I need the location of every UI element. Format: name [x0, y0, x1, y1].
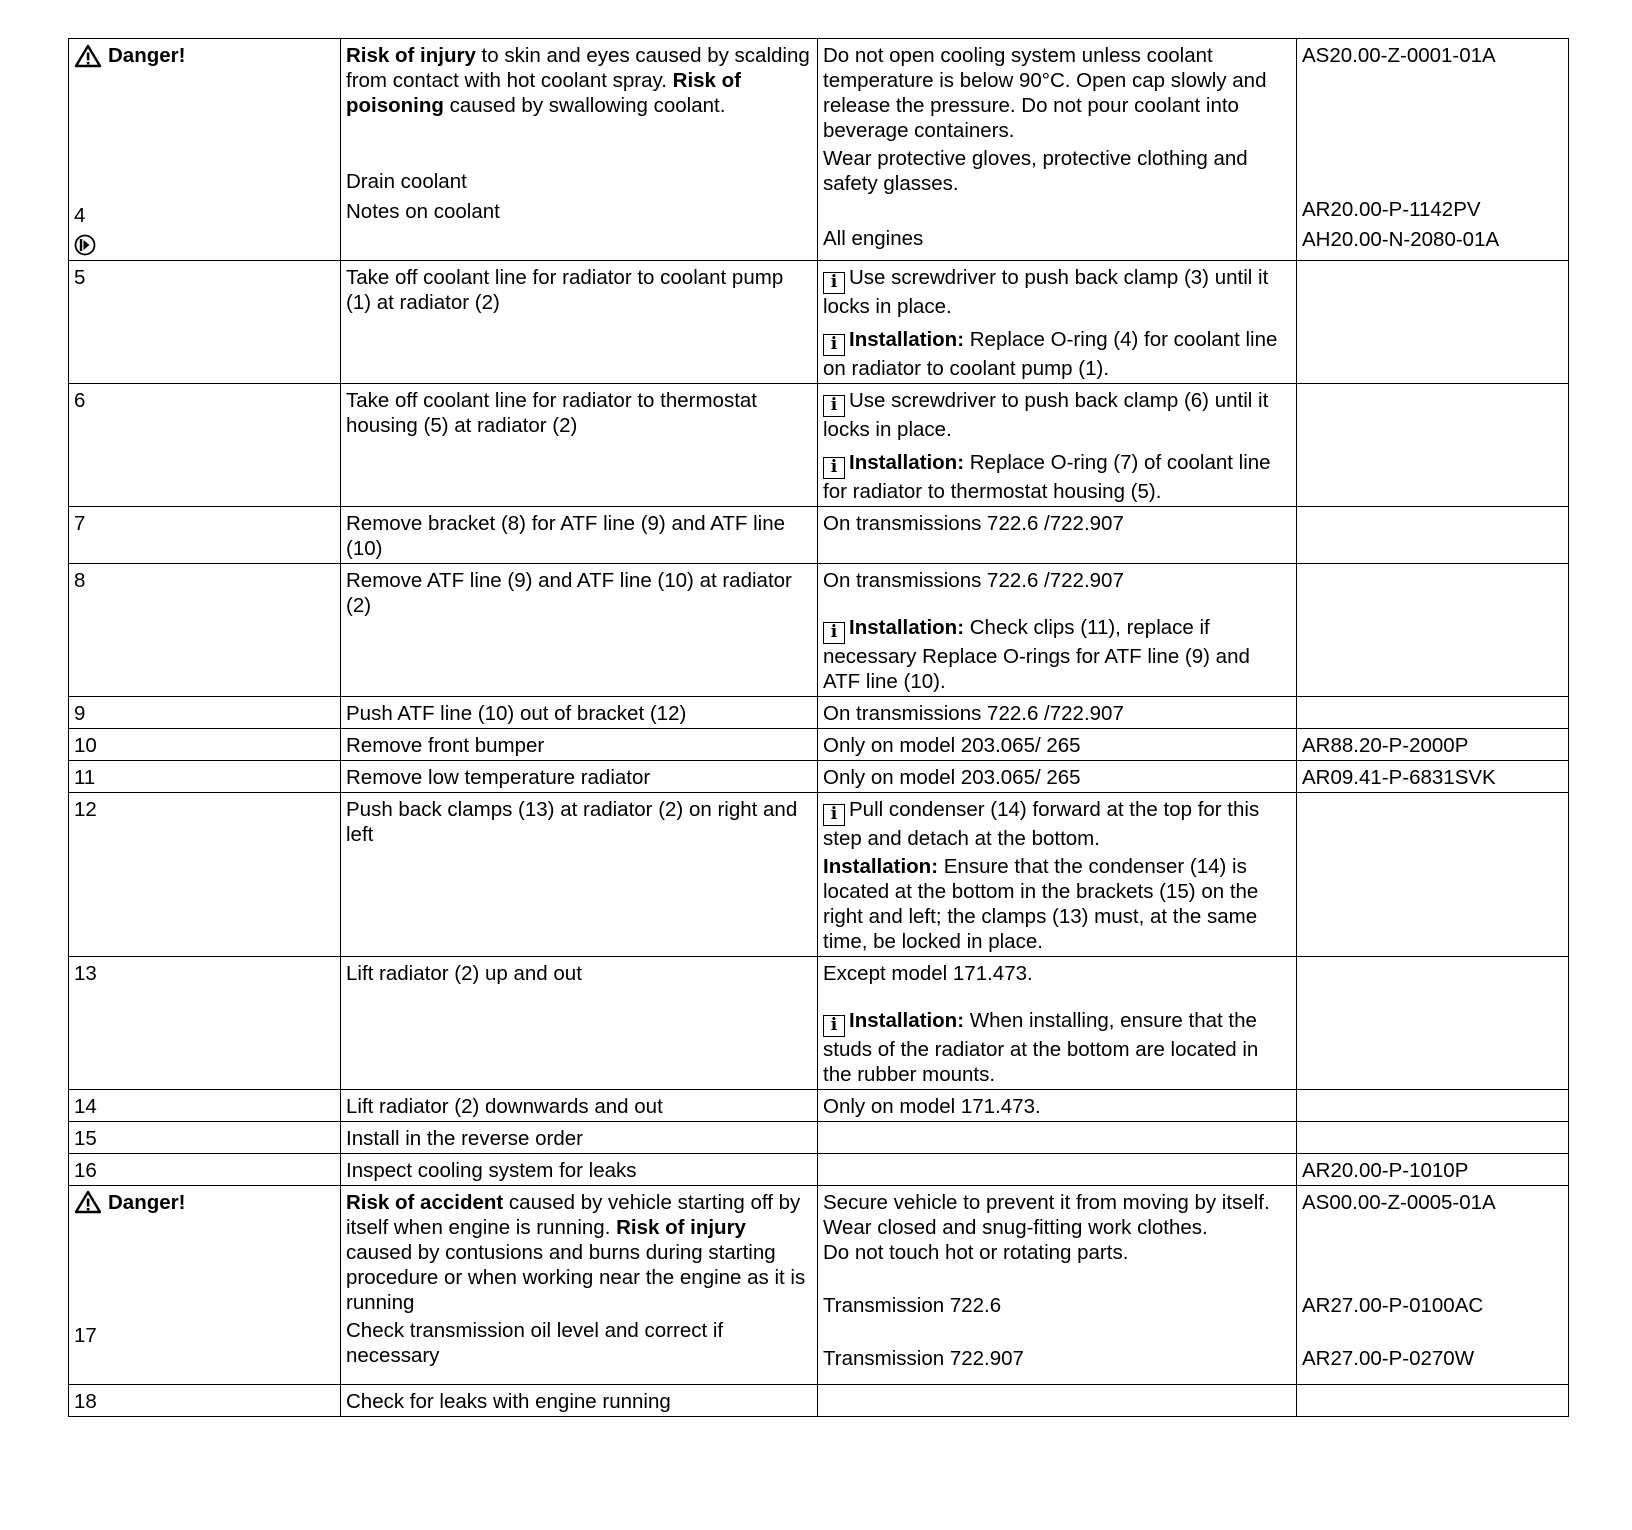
step-text: Lift radiator (2) downwards and out	[341, 1089, 818, 1121]
note-text: Notes on coolant	[346, 200, 500, 223]
cell-notes	[818, 1384, 1297, 1416]
step-number: 4	[74, 203, 86, 227]
table-row	[69, 1089, 1569, 1121]
procedure-table	[68, 38, 1569, 1417]
cell-reference	[1297, 506, 1569, 563]
step-text: Check transmission oil level and correct if necessary	[346, 1318, 724, 1367]
safety-measure: Do not touch hot or rotating parts.	[823, 1240, 1129, 1264]
step-text: Take off coolant line for radiator to coolant pump (1) at radiator (2)	[341, 260, 818, 383]
cell-notes	[818, 383, 1297, 506]
table-row-danger-coolant	[69, 39, 1569, 261]
danger-label	[74, 1190, 185, 1215]
installation-note: Installation: Ensure that the condenser (14) is located at the bottom in the brackets (15) on the right and left; the clamps (13) must, at the same time, be locked in place.	[823, 854, 1259, 953]
step-number: 10	[69, 728, 341, 760]
table-row	[69, 792, 1569, 956]
step-text: Install in the reverse order	[341, 1121, 818, 1153]
safety-measure: Wear closed and snug-fitting work clothes.	[823, 1215, 1208, 1239]
table-row	[69, 260, 1569, 383]
step-number: 14	[69, 1089, 341, 1121]
step-note: On transmissions 722.6 /722.907	[818, 696, 1297, 728]
info-box-icon: i	[823, 804, 845, 826]
cell-reference	[1297, 1121, 1569, 1153]
cell-notes	[818, 792, 1297, 956]
table-row	[69, 956, 1569, 1089]
reference-code: AR88.20-P-2000P	[1297, 728, 1569, 760]
step-note: Only on model 203.065/ 265	[818, 728, 1297, 760]
step-number: 17	[74, 1324, 97, 1347]
info-note: i Use screwdriver to push back clamp (6) until it locks in place.	[823, 388, 1269, 441]
info-box-icon: i	[823, 1015, 845, 1037]
risk-description: Risk of injury to skin and eyes caused by scalding from contact with hot coolant spray. Risk of poisoning caused by swallowing coolant.	[346, 44, 810, 117]
step-number: 15	[69, 1121, 341, 1153]
table-row	[69, 1153, 1569, 1185]
step-number: 18	[69, 1384, 341, 1416]
table-row	[69, 728, 1569, 760]
cell-reference	[1297, 39, 1569, 261]
note-symbol	[74, 233, 334, 258]
step-text: Push ATF line (10) out of bracket (12)	[341, 696, 818, 728]
reference-code: AS00.00-Z-0005-01A	[1302, 1190, 1496, 1214]
step-number: 11	[69, 760, 341, 792]
installation-note: i Installation: Replace O-ring (4) for coolant line on radiator to coolant pump (1).	[823, 327, 1278, 380]
table-row	[69, 696, 1569, 728]
reference-code: AR20.00-P-1010P	[1297, 1153, 1569, 1185]
step-text: Take off coolant line for radiator to thermostat housing (5) at radiator (2)	[341, 383, 818, 506]
step-text: Remove front bumper	[341, 728, 818, 760]
step-note: On transmissions 722.6 /722.907	[818, 506, 1297, 563]
danger-label	[74, 43, 185, 68]
table-row	[69, 383, 1569, 506]
step-number: 16	[69, 1153, 341, 1185]
cell-notes	[818, 563, 1297, 696]
info-box-icon: i	[823, 272, 845, 294]
cell-reference	[1297, 696, 1569, 728]
step-text: Drain coolant	[346, 170, 467, 193]
step-number: 6	[69, 383, 341, 506]
reference-code: AS20.00-Z-0001-01A	[1302, 44, 1496, 67]
step-note: On transmissions 722.6 /722.907	[823, 568, 1124, 592]
cell-reference	[1297, 563, 1569, 696]
cell-notes	[818, 1153, 1297, 1185]
note-circle-icon	[74, 234, 96, 256]
cell-notes	[818, 1121, 1297, 1153]
cell-reference	[1297, 260, 1569, 383]
cell-notes	[818, 956, 1297, 1089]
step-text: Check for leaks with engine running	[341, 1384, 818, 1416]
cell-reference	[1297, 1185, 1569, 1384]
cell-reference	[1297, 956, 1569, 1089]
cell-notes	[818, 39, 1297, 261]
info-box-icon: i	[823, 457, 845, 479]
transmission-note: Transmission 722.6	[823, 1293, 1002, 1317]
step-text: Remove bracket (8) for ATF line (9) and ATF line (10)	[341, 506, 818, 563]
risk-description: Risk of accident caused by vehicle starting off by itself when engine is running. Risk of injury caused by contusions and burns during starting procedure or when working near the engine as it is running	[346, 1190, 806, 1314]
reference-code: AR27.00-P-0270W	[1302, 1346, 1475, 1370]
cell-reference	[1297, 792, 1569, 956]
step-text: Inspect cooling system for leaks	[341, 1153, 818, 1185]
installation-note: i Installation: When installing, ensure that the studs of the radiator at the bottom are located in the rubber mounts.	[823, 1008, 1259, 1086]
cell-notes	[818, 1185, 1297, 1384]
safety-measure: Do not open cooling system unless coolant temperature is below 90°C. Open cap slowly and release the pressure. Do not pour coolant into beverage containers.	[823, 44, 1267, 142]
info-box-icon: i	[823, 622, 845, 644]
step-text: Push back clamps (13) at radiator (2) on right and left	[341, 792, 818, 956]
step-number: 7	[69, 506, 341, 563]
cell-description	[341, 39, 818, 261]
table-row	[69, 760, 1569, 792]
cell-description	[341, 1185, 818, 1384]
warning-triangle-icon	[74, 1190, 102, 1214]
info-note: i Pull condenser (14) forward at the top for this step and detach at the bottom.	[823, 797, 1260, 850]
table-row-danger-engine-running	[69, 1185, 1569, 1384]
installation-note: i Installation: Replace O-ring (7) of coolant line for radiator to thermostat housing (5).	[823, 450, 1271, 503]
cell-reference	[1297, 1384, 1569, 1416]
step-number: 8	[69, 563, 341, 696]
step-number: 5	[69, 260, 341, 383]
table-row	[69, 1384, 1569, 1416]
step-number: 12	[69, 792, 341, 956]
cell-reference	[1297, 1089, 1569, 1121]
table-row	[69, 563, 1569, 696]
info-box-icon: i	[823, 334, 845, 356]
reference-code: AH20.00-N-2080-01A	[1302, 228, 1500, 251]
step-note: Only on model 171.473.	[818, 1089, 1297, 1121]
note-applies: All engines	[823, 227, 924, 250]
info-note: i Use screwdriver to push back clamp (3) until it locks in place.	[823, 265, 1269, 318]
transmission-note: Transmission 722.907	[823, 1346, 1024, 1370]
step-text: Remove ATF line (9) and ATF line (10) at radiator (2)	[341, 563, 818, 696]
step-text: Remove low temperature radiator	[341, 760, 818, 792]
table-row	[69, 506, 1569, 563]
warning-triangle-icon	[74, 44, 102, 68]
safety-measure: Wear protective gloves, protective clothing and safety glasses.	[823, 147, 1248, 195]
danger-text: Danger!	[108, 44, 186, 67]
step-number: 13	[69, 956, 341, 1089]
cell-step	[69, 39, 341, 261]
reference-code: AR09.41-P-6831SVK	[1297, 760, 1569, 792]
cell-reference	[1297, 383, 1569, 506]
step-number: 9	[69, 696, 341, 728]
installation-note: i Installation: Check clips (11), replace if necessary Replace O-rings for ATF line (9) and ATF line (10).	[823, 615, 1250, 693]
cell-step	[69, 1185, 341, 1384]
step-note: Except model 171.473.	[823, 961, 1033, 985]
reference-code: AR27.00-P-0100AC	[1302, 1293, 1484, 1317]
step-text: Lift radiator (2) up and out	[341, 956, 818, 1089]
safety-measure: Secure vehicle to prevent it from moving by itself.	[823, 1190, 1270, 1214]
info-box-icon: i	[823, 395, 845, 417]
reference-code: AR20.00-P-1142PV	[1302, 198, 1481, 221]
step-note: Only on model 203.065/ 265	[818, 760, 1297, 792]
cell-notes	[818, 260, 1297, 383]
danger-text: Danger!	[108, 1190, 186, 1214]
table-row	[69, 1121, 1569, 1153]
